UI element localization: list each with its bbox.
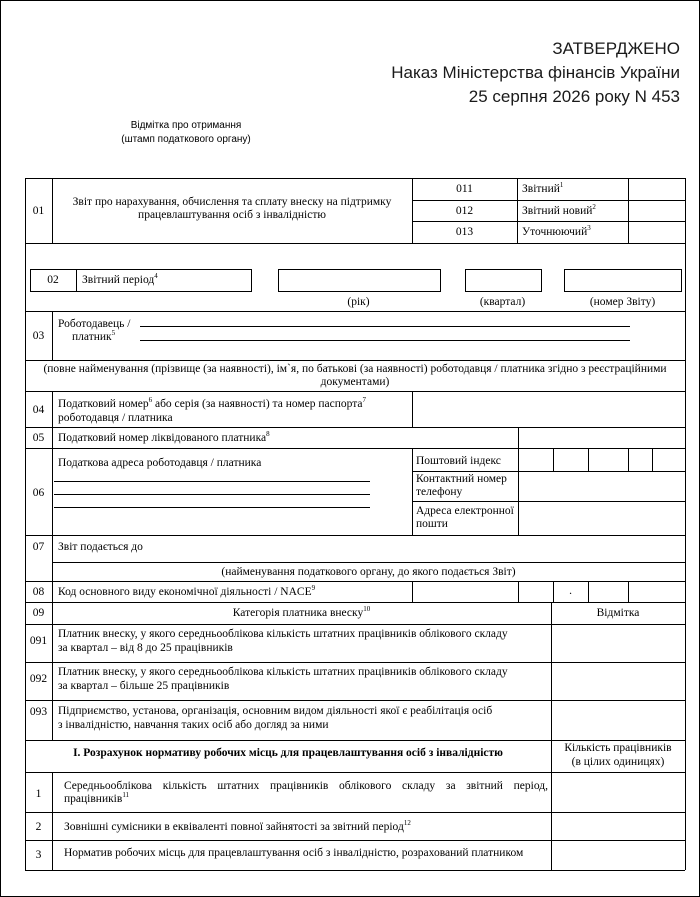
year-field[interactable] [278, 269, 441, 292]
employer-caption: (повне найменування (прізвище (за наявності), ім`я, по батькові (за наявності) роботодавця / платника згідно з реєстраційними документами) [43, 363, 667, 388]
table-right-edge [685, 243, 686, 870]
calc-row-text: Середньооблікова кількість штатних працівників облікового складу за звітний період, [64, 780, 548, 792]
tax-office-caption: (найменування податкового органу, до якого подається Звіт) [221, 566, 516, 578]
report-number-field[interactable] [564, 269, 682, 292]
address-line[interactable] [54, 481, 370, 482]
quarter-field[interactable] [465, 269, 542, 292]
row-number: 091 [29, 635, 48, 647]
row-number: 1 [35, 788, 42, 800]
section-title: I. Розрахунок нормативу робочих місць для працевлаштування осіб з інвалідністю [73, 747, 503, 759]
tax-number-field[interactable] [413, 392, 684, 426]
report-type-label: Уточнюючий$^3$ [522, 224, 591, 238]
category-text: Платник внеску, у якого середньооблікова кількість штатних працівників облікового складу [58, 628, 508, 640]
activity-code-label: Код основного виду економічної діяльності / NACE$^9$ [58, 584, 316, 598]
category-text: з інвалідністю, навчання таких осіб або догляд за ними [58, 719, 329, 731]
row-number: 092 [29, 673, 48, 685]
type-code: 013 [455, 226, 474, 238]
email-field[interactable] [519, 502, 684, 534]
stamp-label: Відмітка про отримання [130, 120, 242, 131]
address-line[interactable] [54, 494, 370, 495]
category-text: за квартал – від 8 до 25 працівників [58, 642, 233, 654]
mark-header: Відмітка [596, 607, 640, 619]
row-number: 07 [32, 541, 45, 553]
period-label: Звітний період$^4$ [82, 272, 158, 286]
tax-number-label: роботодавця / платника [58, 412, 173, 424]
category-text: Платник внеску, у якого середньооблікова кількість штатних працівників облікового складу [58, 666, 508, 678]
employer-label: платник$^5$ [72, 329, 116, 343]
code-separator: . [569, 585, 572, 597]
row-number: 3 [35, 849, 42, 861]
type-code: 012 [455, 205, 474, 217]
count-cell[interactable] [552, 813, 684, 839]
category-mark-cell[interactable] [552, 625, 684, 661]
category-mark-cell[interactable] [552, 701, 684, 739]
row-number: 05 [32, 432, 45, 444]
tax-office-label: Звіт подається до [58, 541, 143, 553]
category-text: Підприємство, установа, організація, основним видом діяльності якої є реабілітація осіб [58, 705, 493, 717]
calc-row-text: Норматив робочих місць для працевлаштування осіб з інвалідністю, розрахований платником [64, 847, 524, 859]
approved-title: ЗАТВЕРДЖЕНО [552, 39, 680, 58]
payer-category-header: Категорія платника внеску$^{10}$ [232, 605, 371, 619]
type-code: 011 [456, 183, 473, 195]
count-cell[interactable] [552, 841, 684, 869]
report-type-checkbox[interactable] [629, 201, 684, 220]
phone-field[interactable] [519, 472, 684, 500]
row-number: 08 [32, 586, 45, 598]
postal-code-label: Поштовий індекс [416, 455, 501, 467]
count-cell[interactable] [552, 773, 684, 811]
liquidated-tax-number-label: Податковий номер ліквідованого платника$^8$ [58, 430, 270, 444]
employer-name-line[interactable] [140, 340, 630, 341]
row-number: 01 [32, 205, 45, 217]
row-number: 04 [32, 404, 45, 416]
count-column-header: Кількість працівників [564, 742, 672, 754]
report-title: Звіт про нарахування, обчислення та сплату внеску на підтримку працевлаштування осіб з інвалідністю [72, 196, 392, 221]
report-type-label: Звітний новий$^2$ [522, 203, 596, 217]
approved-order: Наказ Міністерства фінансів України [391, 63, 680, 82]
row-number: 03 [32, 330, 45, 342]
row-number: 09 [32, 607, 45, 619]
stamp-caption: (штамп податкового органу) [121, 134, 251, 145]
employer-name-line[interactable] [140, 326, 630, 327]
report-type-checkbox[interactable] [629, 222, 684, 242]
row-number: 2 [35, 821, 42, 833]
liquidated-tax-number-field[interactable] [519, 428, 684, 447]
report-type-checkbox[interactable] [629, 179, 684, 199]
report-type-label: Звітний$^1$ [522, 181, 564, 195]
category-mark-cell[interactable] [552, 663, 684, 699]
row-number: 06 [32, 487, 45, 499]
address-line[interactable] [54, 507, 370, 508]
tax-number-label: Податковий номер$^6$ або серія (за наявності) та номер паспорта$^7$ [58, 396, 367, 410]
category-text: за квартал – більше 25 працівників [58, 680, 230, 692]
calc-row-text: працівників$^{11}$ [64, 791, 130, 805]
employer-label: Роботодавець / [58, 318, 131, 330]
quarter-caption: (квартал) [479, 296, 526, 308]
row-number: 02 [47, 274, 59, 286]
approved-date: 25 серпня 2026 року N 453 [468, 87, 680, 106]
year-caption: (рік) [347, 296, 370, 308]
phone-label: Контактний номер телефону [416, 473, 507, 498]
address-label: Податкова адреса роботодавця / платника [58, 457, 262, 469]
count-column-unit: (в цілих одиницях) [571, 756, 665, 768]
report-number-caption: (номер Звіту) [589, 296, 656, 308]
email-label: Адреса електронної пошти [416, 505, 514, 530]
calc-row-text: Зовнішні сумісники в еквіваленті повної зайнятості за звітний період$^{12}$ [64, 819, 411, 833]
row-number: 093 [29, 706, 48, 718]
